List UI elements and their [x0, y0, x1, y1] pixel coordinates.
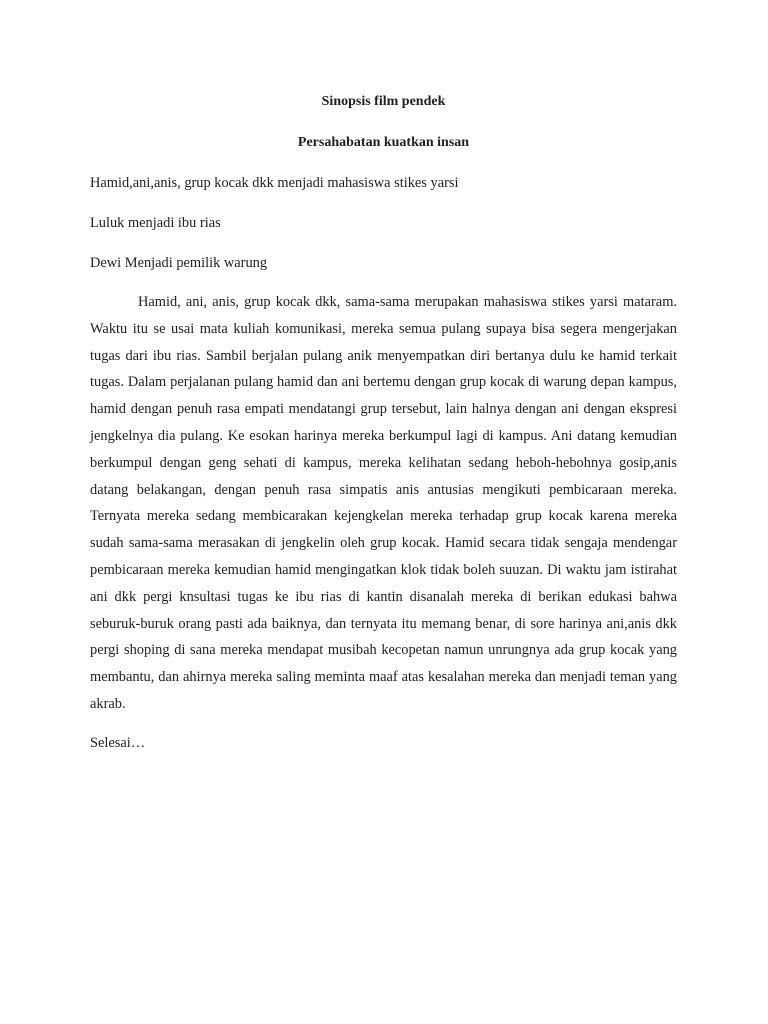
document-subtitle: Persahabatan kuatkan insan: [297, 135, 470, 150]
synopsis-paragraph: Hamid, ani, anis, grup kocak dkk, sama-sama merupakan mahasiswa stikes yarsi mataram. Waktu itu se usai mata kuliah komunikasi, mereka semua pulang supaya bisa segera mengerjakan tugas dari ibu rias. Sambil berjalan pulang anik menyempatkan diri bertanya dulu ke hamid terkait tugas. Dalam perjalanan pulang hamid dan ani bertemu dengan grup kocak di warung depan kampus, hamid dengan penuh rasa empati mendatangi grup tersebut, lain halnya dengan ani dengan ekspresi jengkelnya dia pulang. Ke esokan harinya mereka berkumpul lagi di kampus. Ani datang kemudian berkumpul dengan geng sehati di kampus, mereka kelihatan sedang heboh-hebohnya gosip,anis datang belakangan, dengan penuh rasa simpatis anis antusias mengikuti pembicaraan mereka. Ternyata mereka sedang membicarakan kejengkelan mereka terhadap grup kocak karena mereka sudah sama-sama merasakan di jengkelin oleh grup kocak. Hamid secara tidak sengaja mendengar pembicaraan mereka kemudian hamid mengingatkan klok tidak boleh suuzan. Di waktu jam istirahat ani dkk pergi knsultasi tugas ke ibu rias di kantin disanalah mereka di berikan edukasi bahwa seburuk-buruk orang pasti ada baiknya, dan ternyata itu memang benar, di sore harinya ani,anis dkk pergi shoping di sana mereka mendapat musibah kecopetan namun unrungnya ada grup kocak yang membantu, dan ahirnya mereka saling meminta maaf atas kesalahan mereka dan menjadi teman yang akrab.: [90, 294, 677, 712]
closing-text: Selesai…: [90, 735, 146, 751]
cast-line-3: Dewi Menjadi pemilik warung: [90, 255, 268, 271]
cast-line-2: Luluk menjadi ibu rias: [90, 215, 221, 231]
cast-line-1: Hamid,ani,anis, grup kocak dkk menjadi mahasiswa stikes yarsi: [90, 175, 459, 191]
document-title: Sinopsis film pendek: [321, 94, 446, 109]
